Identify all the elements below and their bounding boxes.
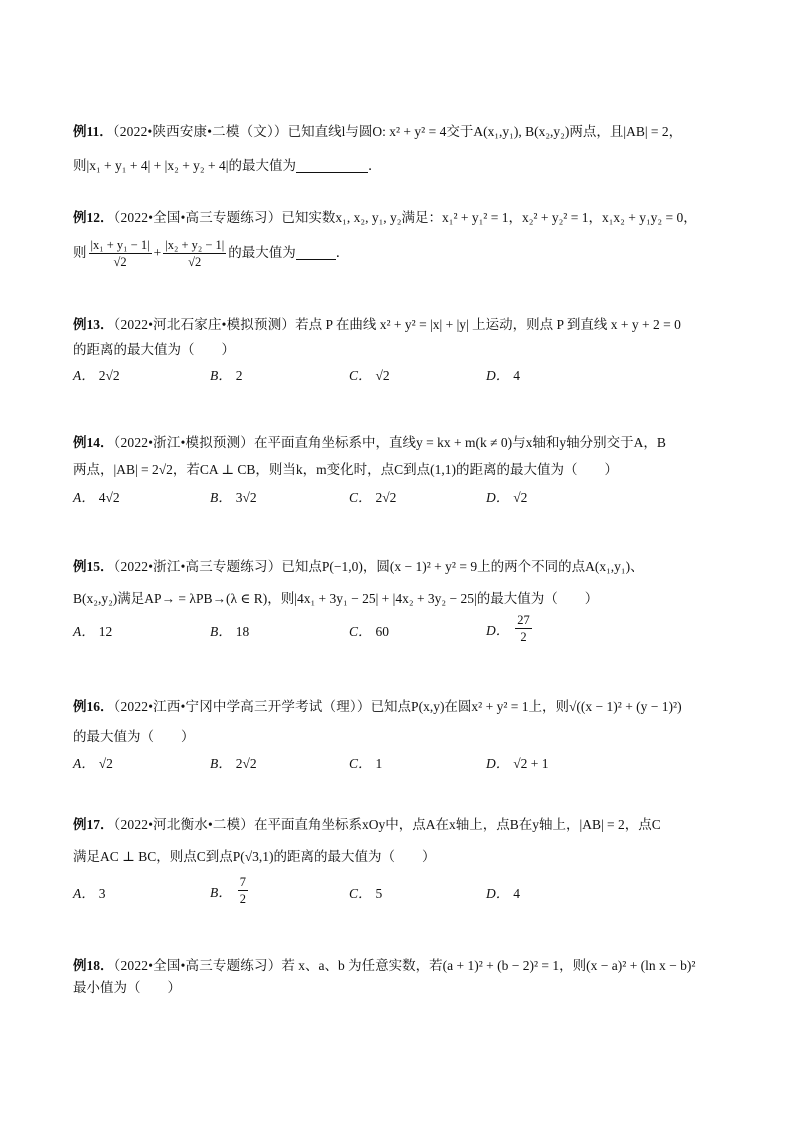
- fraction-denominator: √2: [188, 255, 202, 270]
- option-fraction: [515, 612, 532, 645]
- option-text: 2√2: [98, 368, 120, 383]
- problem-text: 已知点P(−1,0)，圆(x − 1)² + y² = 9上的两个不同的点A(x₁,y₁)、: [281, 559, 644, 574]
- problem-12-line-1: [73, 207, 733, 229]
- problem-text: 已知实数x₁, x₂, y₁, y₂满足：x₁² + y₁² = 1，x₂² + y₂² = 1，x₁x₂ + y₁y₂ = 0，: [281, 210, 697, 225]
- period: ．: [335, 245, 350, 260]
- problem-text: 则: [73, 245, 87, 260]
- problem-14-line-2: [73, 459, 733, 481]
- option-a[interactable]: [73, 486, 120, 510]
- option-c[interactable]: [349, 752, 382, 776]
- problem-13-line-2: [73, 339, 733, 361]
- problem-text: 在平面直角坐标系xOy中，点A在x轴上，点B在y轴上，|AB| = 2，点C: [254, 817, 661, 832]
- option-letter: C．: [349, 624, 372, 639]
- option-a[interactable]: [73, 882, 106, 906]
- problem-source: （2022•河北石家庄•模拟预测）: [113, 317, 296, 332]
- option-b[interactable]: [210, 874, 250, 907]
- problem-text: 已知点P(x,y)在圆x² + y² = 1上，则√((x − 1)² + (y − 1)²): [370, 699, 682, 714]
- problem-label: 例15．: [73, 559, 114, 574]
- option-text: √2: [375, 368, 390, 383]
- option-c[interactable]: [349, 364, 390, 388]
- problem-text: 的最大值为（ ）: [73, 729, 195, 744]
- fraction-2: [163, 237, 226, 270]
- option-b[interactable]: [210, 364, 243, 388]
- problem-text: 若点 P 在曲线 x² + y² = |x| + |y| 上运动，则点 P 到直线 x + y + 2 = 0: [295, 317, 681, 332]
- fraction-numerator: |x₂ + y₂ − 1|: [165, 238, 225, 253]
- option-letter: A．: [73, 886, 95, 901]
- option-text: 1: [375, 756, 383, 771]
- option-b[interactable]: [210, 620, 249, 644]
- problem-13: [73, 314, 733, 388]
- option-d[interactable]: [486, 882, 520, 906]
- option-letter: D．: [486, 368, 510, 383]
- problem-text: 满足AC ⊥ BC，则点C到点P(√3,1)的距离的最大值为（ ）: [73, 849, 436, 864]
- fraction-numerator: |x₁ + y₁ − 1|: [90, 238, 150, 253]
- option-text: √2 + 1: [513, 756, 549, 771]
- problem-18-line-2: [73, 977, 733, 999]
- problem-15: [73, 556, 733, 652]
- option-a[interactable]: [73, 364, 120, 388]
- options-row: [73, 486, 733, 510]
- problem-text: 两点，|AB| = 2√2，若CA ⊥ CB，则当k，m变化时，点C到点(1,1)的距离的最大值为（ ）: [73, 462, 619, 477]
- option-text: 2√2: [375, 490, 397, 505]
- option-letter: C．: [349, 886, 372, 901]
- problem-text: 的距离的最大值为（ ）: [73, 342, 235, 357]
- option-text: √2: [98, 756, 113, 771]
- problem-13-line-1: [73, 314, 733, 336]
- option-letter: B．: [210, 884, 232, 900]
- option-text: 18: [235, 624, 250, 639]
- option-letter: D．: [486, 886, 510, 901]
- problem-11-line-2: [73, 155, 733, 177]
- problem-text: 已知直线l与圆O: x² + y² = 4交于A(x₁,y₁), B(x₂,y₂)两点，且|AB| = 2，: [287, 124, 683, 139]
- option-text: 4: [513, 886, 520, 901]
- problem-label: 例18．: [73, 958, 114, 973]
- problem-label: 例13．: [73, 317, 114, 332]
- problem-text: 最小值为（ ）: [73, 980, 181, 995]
- option-d[interactable]: [486, 486, 527, 510]
- fraction-denominator: 2: [239, 892, 246, 906]
- problem-source: （2022•全国•高三专题练习）: [113, 958, 282, 973]
- problem-18-line-1: [73, 955, 733, 977]
- answer-blank[interactable]: [296, 158, 368, 173]
- option-d[interactable]: [486, 364, 520, 388]
- problem-label: 例17．: [73, 817, 114, 832]
- option-text: 3√2: [235, 490, 257, 505]
- problem-text: 的最大值为: [228, 245, 296, 260]
- option-letter: C．: [349, 368, 372, 383]
- problem-text: 在平面直角坐标系中，直线y = kx + m(k ≠ 0)与x轴和y轴分别交于A，B: [254, 435, 666, 450]
- option-text: 4√2: [98, 490, 120, 505]
- problem-source: （2022•江西•宁冈中学高三开学考试（理））: [113, 699, 371, 714]
- option-text: 3: [98, 886, 106, 901]
- option-b[interactable]: [210, 752, 257, 776]
- option-letter: D．: [486, 490, 510, 505]
- problem-source: （2022•河北衡水•二模）: [113, 817, 255, 832]
- problem-text: B(x₂,y₂)满足AP→ = λPB→(λ ∈ R)，则|4x₁ + 3y₁ − 25| + |4x₂ + 3y₂ − 25|的最大值为（ ）: [73, 591, 599, 606]
- options-row: [73, 612, 733, 652]
- problem-17: [73, 814, 733, 914]
- option-letter: B．: [210, 368, 232, 383]
- options-row: [73, 874, 733, 914]
- problem-12-line-2: [73, 233, 733, 273]
- option-text: 60: [375, 624, 390, 639]
- option-letter: C．: [349, 756, 372, 771]
- problem-source: （2022•浙江•模拟预测）: [113, 435, 255, 450]
- options-row: [73, 364, 733, 388]
- problem-15-line-2: [73, 588, 733, 610]
- option-text: 2√2: [235, 756, 257, 771]
- problem-label: 例14．: [73, 435, 114, 450]
- option-letter: D．: [486, 756, 510, 771]
- problem-17-line-2: [73, 846, 733, 868]
- option-text: 2: [235, 368, 243, 383]
- fraction-denominator: √2: [113, 255, 127, 270]
- problem-16: [73, 696, 733, 776]
- problem-16-line-2: [73, 726, 733, 748]
- problem-16-line-1: [73, 696, 733, 718]
- problem-17-line-1: [73, 814, 733, 836]
- option-text: 5: [375, 886, 383, 901]
- option-c[interactable]: [349, 620, 389, 644]
- option-a[interactable]: [73, 620, 112, 644]
- problem-11-line-1: [73, 121, 733, 143]
- problem-text: 若 x、a、b 为任意实数，若(a + 1)² + (b − 2)² = 1，则(x − a)² + (ln x − b)²: [281, 958, 696, 973]
- problem-label: 例12．: [73, 210, 114, 225]
- option-text: 12: [98, 624, 113, 639]
- problem-15-line-1: [73, 556, 733, 578]
- option-letter: A．: [73, 368, 95, 383]
- option-letter: A．: [73, 756, 95, 771]
- period: ．: [367, 158, 382, 173]
- option-letter: D．: [486, 622, 510, 638]
- fraction-numerator: 27: [517, 613, 530, 627]
- options-row: [73, 752, 733, 776]
- plus-sign: +: [153, 245, 162, 260]
- problem-label: 例11．: [73, 124, 113, 139]
- option-letter: B．: [210, 490, 232, 505]
- option-b[interactable]: [210, 486, 257, 510]
- option-c[interactable]: [349, 882, 382, 906]
- option-letter: C．: [349, 490, 372, 505]
- option-d[interactable]: [486, 752, 549, 776]
- problem-source: （2022•全国•高三专题练习）: [113, 210, 282, 225]
- option-letter: A．: [73, 624, 95, 639]
- option-d[interactable]: [486, 612, 534, 645]
- answer-blank[interactable]: [296, 245, 336, 260]
- fraction-1: [89, 237, 152, 270]
- option-a[interactable]: [73, 752, 113, 776]
- option-letter: A．: [73, 490, 95, 505]
- option-text: √2: [513, 490, 528, 505]
- problem-text: 则|x₁ + y₁ + 4| + |x₂ + y₂ + 4|的最大值为: [73, 158, 296, 173]
- problem-14-line-1: [73, 432, 733, 454]
- option-text: 4: [513, 368, 520, 383]
- option-letter: B．: [210, 624, 232, 639]
- problem-11: [73, 121, 733, 177]
- problem-18: [73, 955, 733, 999]
- option-letter: B．: [210, 756, 232, 771]
- option-c[interactable]: [349, 486, 396, 510]
- problem-source: （2022•陕西安康•二模（文））: [112, 124, 288, 139]
- problem-12: [73, 207, 733, 273]
- problem-14: [73, 432, 733, 510]
- problem-label: 例16．: [73, 699, 114, 714]
- problem-source: （2022•浙江•高三专题练习）: [113, 559, 282, 574]
- fraction-denominator: 2: [520, 630, 527, 644]
- fraction-numerator: 7: [239, 875, 246, 889]
- option-fraction: [238, 874, 248, 907]
